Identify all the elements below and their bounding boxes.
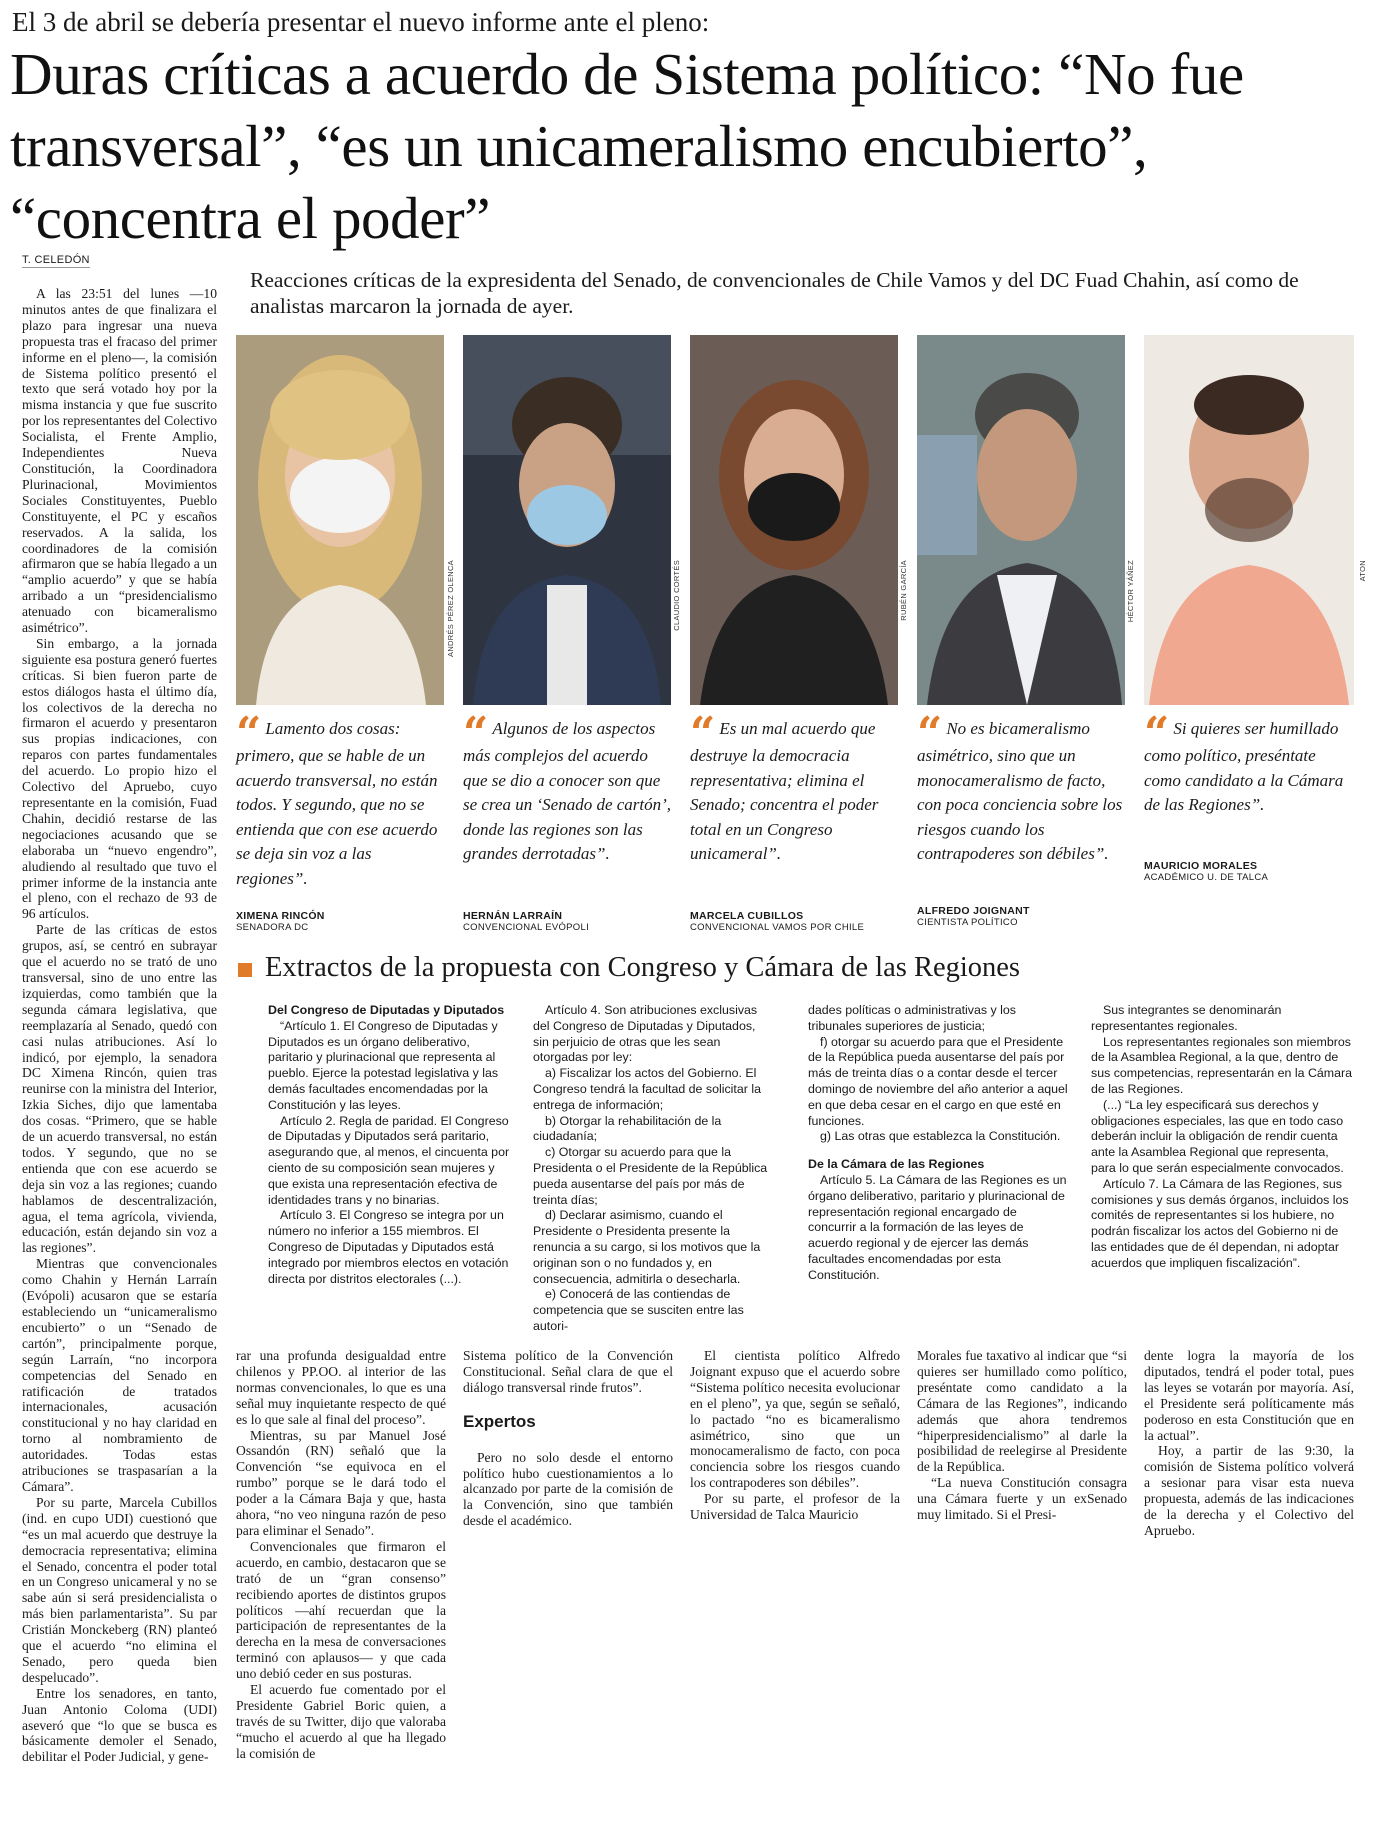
person-role: CONVENCIONAL EVÓPOLI (463, 922, 590, 933)
left-paragraph: Mientras que convencionales como Chahin y Hernán Larraín (Evópoli) acusaron que se estaría estableciendo un “unicameralismo encubierto” o un “Senado de cartón”, principalmente porque, según Larraín, “no incorpora competencias del Senado en ratificación de tratados internacionales, acusación constitucional y no hay claridad en torno al nombramiento de autoridades. Todas estas atribuciones se traspasarían a la Cámara”. (22, 1256, 217, 1494)
person-name (236, 910, 446, 934)
photo-credit: CLAUDIO CORTÉS (672, 560, 681, 631)
photo-alfredo-joignant (917, 335, 1125, 705)
deck: Reacciones críticas de la expresidenta del Senado, de convencionales de Chile Vamos y del DC Fuad Chahin, así como de analistas marcaron la jornada de ayer. (250, 268, 1299, 318)
extract-column (268, 1003, 511, 1287)
extract-paragraph: Artículo 3. El Congreso se integra por un número no inferior a 155 miembros. El Congreso de Diputadas y Diputados está integrado por miembros electos en votación directa por distritos electorales (...). (268, 1208, 509, 1286)
extract-paragraph: d) Declarar asimismo, cuando el Presidente o Presidenta presente la renuncia a su cargo, si los motivos que la originan son o no fundados y, en consecuencia, admitirla o desecharla. (533, 1208, 761, 1286)
photo-credit: HÉCTOR YÁÑEZ (1126, 560, 1135, 623)
quote-text: No es bicameralismo asimétrico, sino que un monocameralismo de facto, con poca conciencia sobre los riesgos cuando los contrapoderes son débiles”. (917, 719, 1123, 863)
extract-column (1091, 1003, 1354, 1272)
photo-credit: ATON (1358, 560, 1367, 582)
extract-paragraph: Los representantes regionales son miembros de la Asamblea Regional, a la que, dentro de sus competencias, representarán en la Cámara de las Regiones. (1091, 1034, 1353, 1096)
extract-paragraph: Sus integrantes se denominarán representantes regionales. (1091, 1003, 1282, 1033)
section-title: Extractos de la propuesta con Congreso y Cámara de las Regiones (265, 952, 1021, 983)
person-role: CIENTISTA POLÍTICO (917, 917, 1018, 928)
extract-subhead: De la Cámara de las Regiones (808, 1157, 985, 1172)
quote-mark-icon: “ (1144, 708, 1170, 759)
extract-paragraph: b) Otorgar la rehabilitación de la ciudadanía; (533, 1113, 722, 1144)
quote-mark-icon: “ (236, 708, 262, 759)
person-role: CONVENCIONAL VAMOS POR CHILE (690, 922, 865, 933)
kicker: El 3 de abril se debería presentar el nuevo informe ante el pleno: (12, 7, 710, 37)
section-marker (238, 963, 252, 977)
lower-column (917, 1348, 1127, 1523)
quote-mauricio-morales (1144, 708, 1354, 818)
left-paragraph: A las 23:51 del lunes —10 minutos antes de que finalizara el plazo para ingresar una nueva propuesta tras el fracaso del primer informe en el pleno—, la comisión de Sistema político presentó el texto que será votado hoy por la misma instancia y que fue suscrito por los representantes del Colectivo Socialista, el Frente Amplio, Independientes Nueva Constitución, la Coordinadora Plurinacional, Movimientos Sociales Constituyentes, Pueblo Constituyente, el PC y escaños reservados. A la salida, los coordinadores de la comisión afirmaron que se había llegado a un “amplio acuerdo” y que se había arribado a un “presidencialismo atenuado con bicameralismo asimétrico”. (22, 286, 217, 636)
lower-paragraph: Por su parte, el profesor de la Universidad de Talca Mauricio (690, 1491, 900, 1523)
photo-mauricio-morales (1144, 335, 1354, 705)
quote-text: Lamento dos cosas: primero, que se hable de un acuerdo transversal, no están todos. Y segundo, que no se entienda que con ese acuerdo se deja sin voz a las regiones”. (236, 719, 438, 888)
left-paragraph: Parte de las críticas de estos grupos, así, se centró en subrayar que el acuerdo no se trató de uno transversal, sino de uno entre las izquierdas, como también que la segunda cámara legislativa, que reemplazaría al Senado, quedó con casi nulas atribuciones. Así lo indicó, por ejemplo, la senadora DC Ximena Rincón, quien tras reunirse con la ministra del Interior, Izkia Siches, dijo que lamentaba dos cosas. “Primero, que se hable de un acuerdo transversal, no están todos. Y segundo, que no se entienda que con ese acuerdo se deja sin voz a las regiones; cuando hablamos de descentralización, agua, el tema agrícola, vivienda, educación, están dejando sin voz a las regiones”. (22, 922, 217, 1256)
quote-mark-icon: “ (690, 708, 716, 759)
extract-paragraph: “Artículo 1. El Congreso de Diputadas y Diputados es un órgano deliberativo, paritario y plurinacional que representa al pueblo. Ejerce la potestad legislativa y las demás facultades encomendadas por la Constitución y las leyes. (268, 1018, 499, 1112)
person-name-text: XIMENA RINCÓN (236, 910, 325, 922)
photo-credit: RUBÉN GARCÍA (899, 560, 908, 621)
person-name (917, 905, 1127, 929)
lower-column (690, 1348, 900, 1523)
extract-paragraph: c) Otorgar su acuerdo para que la Presidenta o el Presidente de la República pueda ausentarse del país por más de treinta días; (533, 1145, 768, 1207)
lower-paragraph: Convencionales que firmaron el acuerdo, en cambio, destacaron que se trató de un “gran consenso” recibiendo aportes de distintos grupos políticos —ahí recuerdan que la participación de representantes de la derecha en la mesa de conversaciones terminó con aplausos— y que cada uno debió ceder en sus posturas. (236, 1538, 446, 1682)
quote-alfredo-joignant (917, 708, 1127, 867)
quote-text: Es un mal acuerdo que destruye la democracia representativa; elimina el Senado; concentra el poder total en un Congreso unicameral”. (690, 719, 879, 863)
extract-subhead: Del Congreso de Diputadas y Diputados (268, 1003, 505, 1017)
extract-paragraph: e) Conocerá de las contiendas de competencia que se susciten entre las autori- (533, 1287, 744, 1333)
lower-paragraph: Mientras, su par Manuel José Ossandón (RN) señaló que la Convención “se equivoca en el rumbo” porque se le dará todo el poder a la Cámara Baja y que, hasta ahora, “no veo ninguna razón de peso para eliminar el Senado”. (236, 1427, 446, 1538)
photo-credit: ANDRÉS PÉREZ OLENCA (446, 560, 455, 657)
person-name-text: HERNÁN LARRAÍN (463, 910, 563, 922)
extract-paragraph: Artículo 7. La Cámara de las Regiones, sus comisiones y sus demás órganos, incluidos los comités de representantes si los hubiere, no podrán fiscalizar los actos del Gobierno ni de las entidades que de él dependan, ni adoptar acuerdos que impliquen fiscalización”. (1091, 1176, 1349, 1270)
photo-hernan-larrain (463, 335, 671, 705)
quote-ximena-rincon (236, 708, 446, 891)
portrait-image (690, 335, 898, 705)
quote-text: Algunos de los aspectos más complejos del acuerdo que se dio a conocer son que se crea un ‘Senado de cartón’, donde las regiones son las grandes derrotadas”. (463, 719, 672, 863)
portrait-image (236, 335, 444, 705)
lower-paragraph: Morales fue taxativo al indicar que “si quieres ser humillado como político, preséntate como candidato a la Cámara de las Regiones”, indicando además que ahora tendremos “hiperpresidencialismo” al darle la posibilidad de reelegirse al Presidente de la República. (917, 1348, 1127, 1475)
quote-marcela-cubillos (690, 708, 900, 867)
portrait-image (463, 335, 671, 705)
photo-ximena-rincon (236, 335, 444, 705)
portrait-image (917, 335, 1125, 705)
lower-paragraph: rar una profunda desigualdad entre chilenos y PP.OO. al interior de las normas convencionales, lo que es una señal muy inquietante respecto de qué es lo que sale al final del proceso”. (236, 1348, 446, 1427)
left-paragraph: Sin embargo, a la jornada siguiente esa postura generó fuertes críticas. Si bien fueron parte de estos diálogos hasta el último día, los colectivos de la derecha no firmaron el acuerdo y presentaron sus propias indicaciones, con reparos con partes fundamentales del acuerdo. Lo propio hizo el Colectivo del Apruebo, cuyo representante en la comisión, Fuad Chahin, decidió restarse de las negociaciones acusando que se elaboraba un “nuevo engendro”, aludiendo al resultado que tuvo el primer informe de la instancia ante el pleno, con el rechazo de 93 de 96 artículos. (22, 635, 217, 922)
quote-mark-icon: “ (917, 708, 943, 759)
lower-column (1144, 1348, 1354, 1539)
person-role: ACADÉMICO U. DE TALCA (1144, 872, 1269, 883)
extract-paragraph: Artículo 2. Regla de paridad. El Congreso de Diputadas y Diputados será paritario, asegurando que, al menos, el cincuenta por ciento de su composición sean mujeres y que exista una representación efectiva de identidades trans y no binarias. (268, 1113, 510, 1207)
extract-paragraph: Artículo 5. La Cámara de las Regiones es un órgano deliberativo, paritario y plurinacional de representación regional encargado de concurrir a la formación de las leyes de acuerdo regional y de ejercer las demás facultades encomendadas por esta Constitución. (808, 1172, 1067, 1282)
extract-paragraph: dades políticas o administrativas y los tribunales superiores de justicia; (808, 1003, 1016, 1033)
headline: Duras críticas a acuerdo de Sistema político: “No fue transversal”, “es un unicameralismo encubierto”, “concentra el poder” (10, 41, 1244, 251)
extract-column (533, 1003, 773, 1335)
lower-column (236, 1348, 446, 1762)
person-name (1144, 860, 1354, 884)
extract-paragraph: (...) “La ley especificará sus derechos y obligaciones especiales, las que en todo caso deberán incluir la obligación de rendir cuenta ante la Asamblea Regional que representa, para lo que serán especialmente convocados. (1091, 1097, 1344, 1175)
quote-mark-icon: “ (463, 708, 489, 759)
lower-column (463, 1348, 673, 1529)
extract-paragraph: f) otorgar su acuerdo para que el Presidente de la República pueda ausentarse del país por más de treinta días o a contar desde el tercer domingo de noviembre del año anterior a aquel en que deba cesar en el cargo en que esté en funciones. (808, 1034, 1068, 1128)
lower-paragraph: Hoy, a partir de las 9:30, la comisión de Sistema político volverá a sesionar para visar esta nueva propuesta, además de las indicaciones de la derecha y el Colectivo del Apruebo. (1144, 1443, 1354, 1538)
photo-marcela-cubillos (690, 335, 898, 705)
person-role: SENADORA DC (236, 922, 309, 933)
lower-paragraph: “La nueva Constitución consagra una Cámara fuerte y un exSenado muy limitado. Si el Presi- (917, 1475, 1127, 1523)
lower-paragraph: El cientista político Alfredo Joignant expuso que el acuerdo sobre “Sistema político necesita evolucionar en el pleno”, ya que, según se señaló, lo pactado “no es bicameralismo asimétrico, sino que un monocameralismo de facto, con poca conciencia sobre los riesgos cuando los contrapoderes son débiles”. (690, 1348, 900, 1491)
portrait-image (1144, 335, 1354, 705)
lower-paragraph: El acuerdo fue comentado por el Presidente Gabriel Boric quien, a través de su Twitter, dijo que valoraba “mucho el acuerdo al que ha llegado la comisión de (236, 1682, 446, 1761)
person-name-text: ALFREDO JOIGNANT (917, 905, 1030, 917)
person-name (690, 910, 900, 934)
lower-paragraph: Pero no solo desde el entorno político hubo cuestionamientos a lo alcanzado por parte de la comisión de la Convención, sino que también desde el académico. (463, 1449, 673, 1529)
person-name-text: MARCELA CUBILLOS (690, 910, 804, 922)
byline: T. CELEDÓN (22, 254, 90, 266)
person-name (463, 910, 673, 934)
person-name-text: MAURICIO MORALES (1144, 860, 1258, 872)
quote-text: Si quieres ser humillado como político, preséntate como candidato a la Cámara de las Regiones”. (1144, 719, 1344, 814)
left-paragraph: Por su parte, Marcela Cubillos (ind. en cupo UDI) cuestionó que “es un mal acuerdo que destruye la democracia representativa; elimina el Senado, concentra el poder total en un Congreso unicameral y no se sabe aún si será presidencialista o más bien parlamentarista”. Su par Cristián Monckeberg (RN) planteó que el acuerdo “no elimina el Senado, pero queda bien despelucado”. (22, 1494, 217, 1685)
extract-column (808, 1003, 1068, 1284)
subhead-expertos: Expertos (463, 1411, 536, 1431)
extract-paragraph: Artículo 4. Son atribuciones exclusivas del Congreso de Diputadas y Diputados, sin perjuicio de otras que les sean otorgadas por ley: (533, 1003, 758, 1065)
left-paragraph: Entre los senadores, en tanto, Juan Antonio Coloma (UDI) aseveró que “lo que se busca es básicamente demoler el Senado, debilitar el Poder Judicial, y gene- (22, 1685, 217, 1765)
extract-paragraph: a) Fiscalizar los actos del Gobierno. El Congreso tendrá la facultad de solicitar la entrega de información; (533, 1066, 761, 1112)
lower-paragraph: Sistema político de la Convención Constitucional. Señal clara de que el diálogo transversal rinde frutos”. (463, 1348, 673, 1395)
quote-hernan-larrain (463, 708, 673, 867)
lower-paragraph: dente logra la mayoría de los diputados, tendrá el poder total, pues las leyes se votarán por mayoría. Así, el Presidente será políticamente más poderoso en esta Constitución que en la actual”. (1144, 1348, 1354, 1443)
left-column (22, 286, 217, 1765)
extract-paragraph: g) Las otras que establezca la Constitución. (820, 1129, 1061, 1144)
